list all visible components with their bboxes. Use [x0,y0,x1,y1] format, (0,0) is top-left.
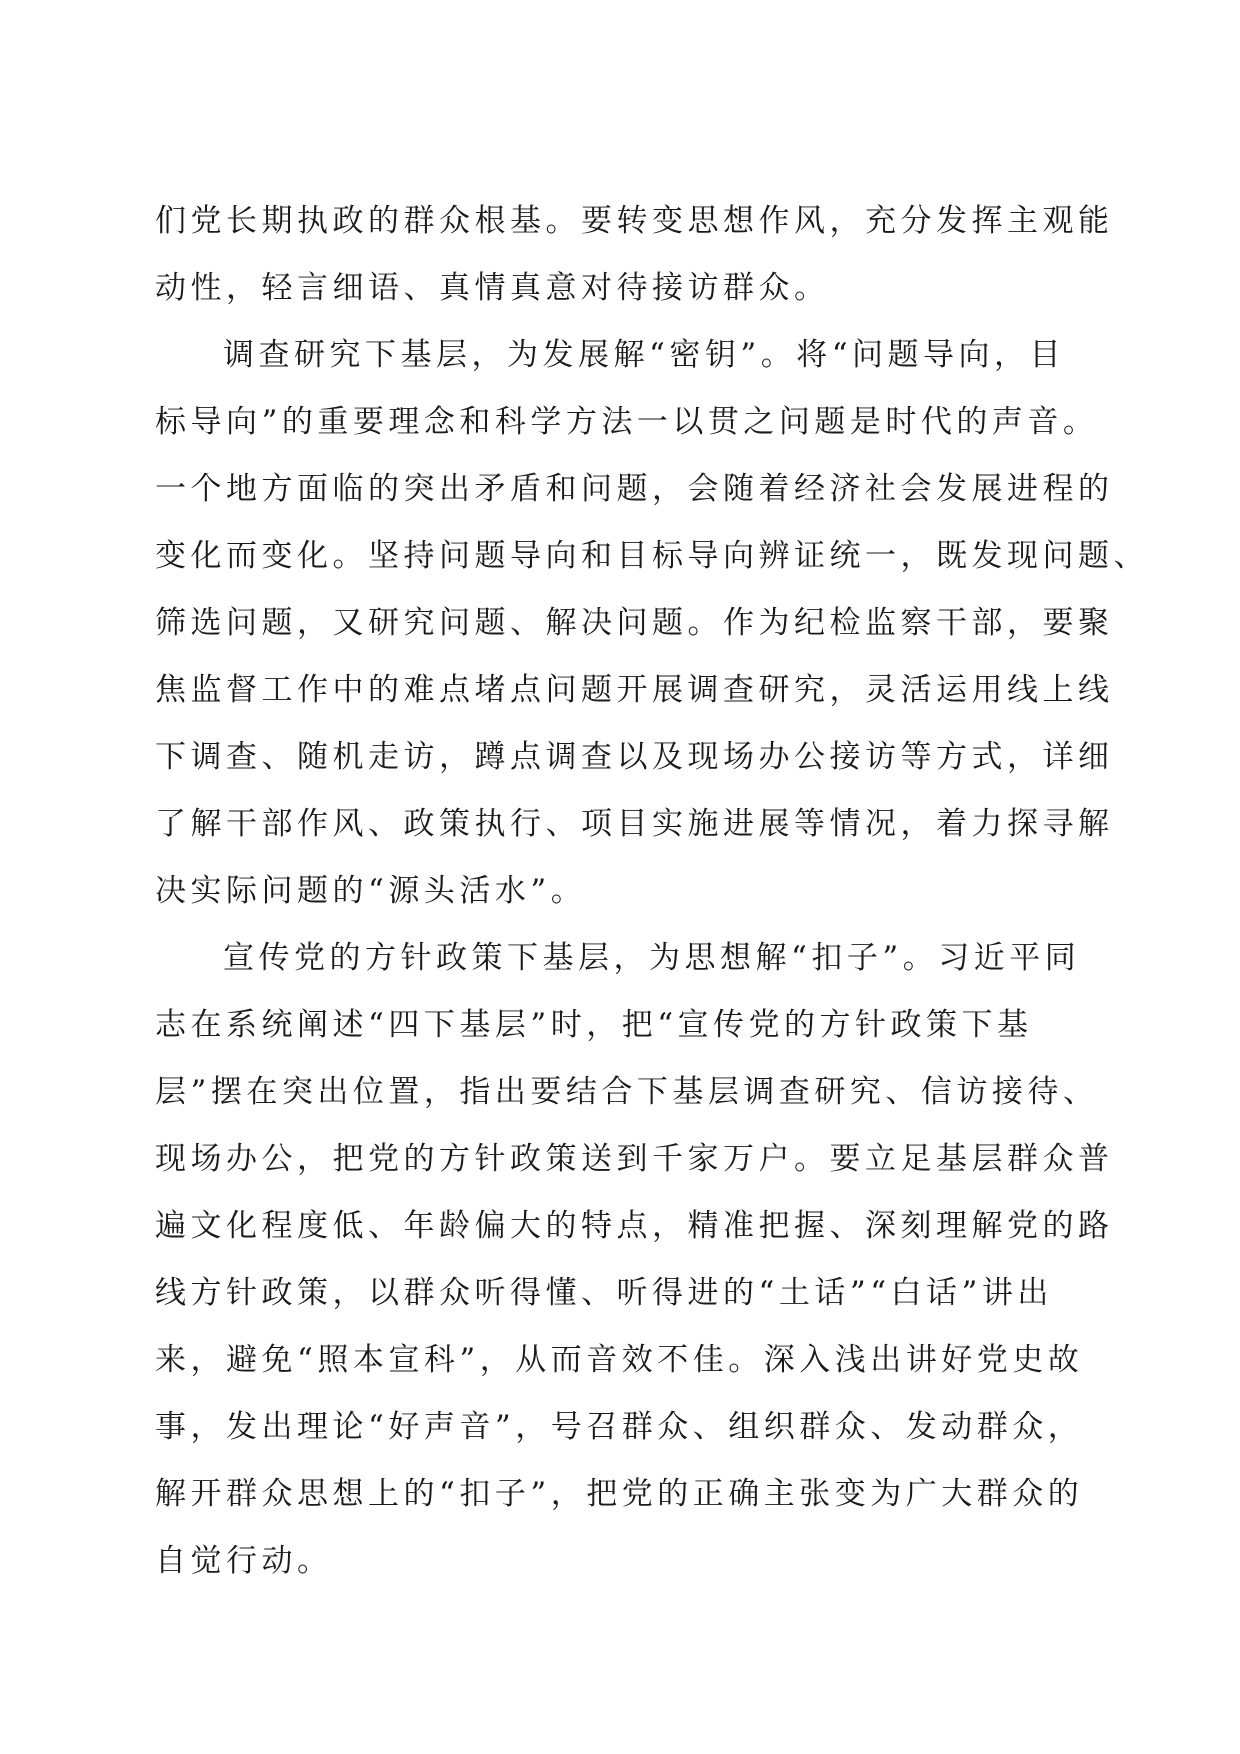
text-line: 决实际问题的“源头活水”。 [155,873,587,909]
text-line: 焦监督工作中的难点堵点问题开展调查研究，灵活运用线上线 [155,672,1114,708]
text-line: 下调查、随机走访，蹲点调查以及现场办公接访等方式，详细 [155,739,1114,775]
text-line: 们党长期执政的群众根基。要转变思想作风，充分发挥主观能 [155,203,1114,239]
text-line: 变化而变化。坚持问题导向和目标导向辨证统一，既发现问题、 [155,538,1149,574]
text-line: 来，避免“照本宣科”，从而音效不佳。深入浅出讲好党史故 [155,1342,1084,1378]
text-line: 遍文化程度低、年龄偏大的特点，精准把握、深刻理解党的路 [155,1208,1114,1244]
text-line: 动性，轻言细语、真情真意对待接访群众。 [155,270,830,306]
text-line: 筛选问题，又研究问题、解决问题。作为纪检监察干部，要聚 [155,605,1114,641]
text-line: 现场办公，把党的方针政策送到千家万户。要立足基层群众普 [155,1141,1114,1177]
text-line: 一个地方面临的突出矛盾和问题，会随着经济社会发展进程的 [155,471,1114,507]
text-line: 解开群众思想上的“扣子”，把党的正确主张变为广大群众的 [155,1476,1084,1512]
text-line: 自觉行动。 [155,1543,333,1579]
text-line: 调查研究下基层，为发展解“密钥”。将“问题导向，目 [223,337,1066,373]
paragraph-2 [155,322,1149,925]
text-line: 线方针政策，以群众听得懂、听得进的“土话”“白话”讲出 [155,1275,1053,1311]
paragraph-3 [155,925,1114,1595]
text-line: 标导向”的重要理念和科学方法一以贯之问题是时代的声音。 [155,404,1099,440]
text-line: 事，发出理论“好声音”，号召群众、组织群众、发动群众， [155,1409,1084,1445]
text-line: 层”摆在突出位置，指出要结合下基层调查研究、信访接待、 [155,1074,1099,1110]
text-line: 宣传党的方针政策下基层，为思想解“扣子”。习近平同 [223,940,1081,976]
paragraph-1 [155,188,1114,322]
text-line: 了解干部作风、政策执行、项目实施进展等情况，着力探寻解 [155,806,1114,842]
text-line: 志在系统阐述“四下基层”时，把“宣传党的方针政策下基 [155,1007,1033,1043]
document-body [155,188,1149,1595]
